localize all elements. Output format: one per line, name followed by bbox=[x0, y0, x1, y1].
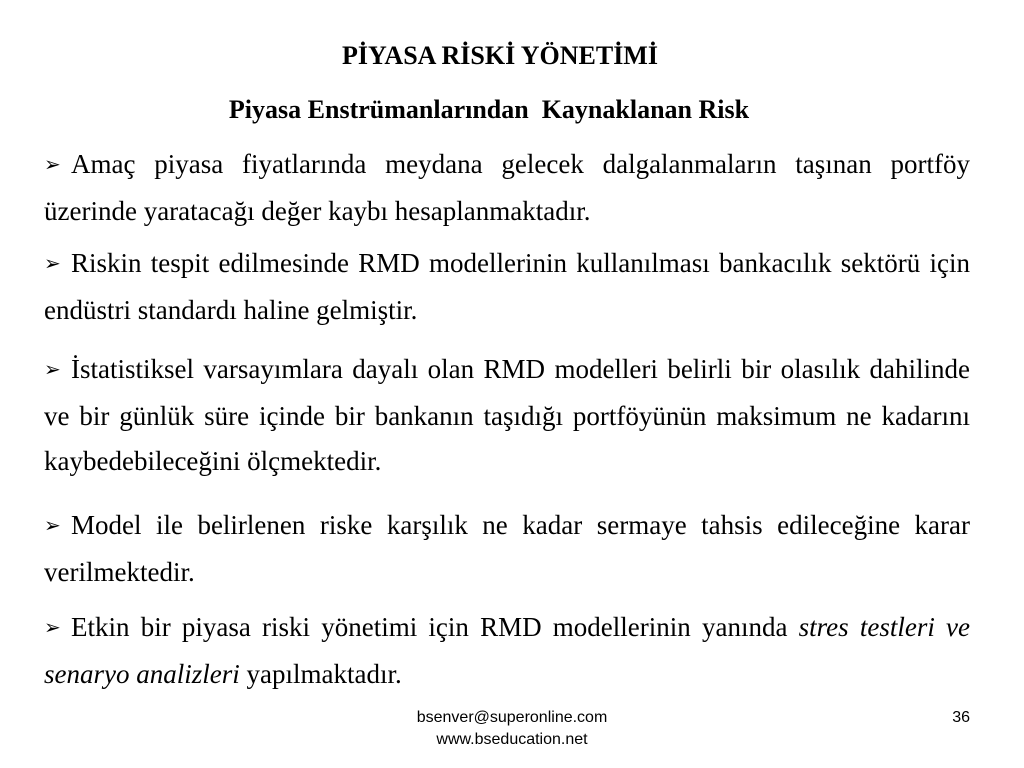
arrow-bullet-icon: ➢ bbox=[44, 152, 61, 176]
bullet-text: Model ile belirlenen riske karşılık ne kadar sermaye tahsis edileceğine karar verilmektedir. bbox=[44, 510, 970, 587]
footer-website: www.bseducation.net bbox=[436, 731, 588, 748]
arrow-bullet-icon: ➢ bbox=[44, 251, 61, 275]
footer-email: bsenver@superonline.com bbox=[416, 709, 608, 726]
bullet-item bbox=[44, 503, 970, 595]
bullet-item bbox=[44, 241, 970, 333]
arrow-bullet-icon: ➢ bbox=[44, 357, 61, 381]
footer-contact bbox=[362, 707, 662, 751]
arrow-bullet-icon: ➢ bbox=[44, 615, 61, 639]
bullet-item bbox=[44, 605, 970, 697]
bullet-text: Amaç piyasa fiyatlarında meydana gelecek dalgalanmaların taşınan portföy üzerinde yaratacağı değer kaybı hesaplanmaktadır. bbox=[44, 149, 970, 226]
slide-title: PİYASA RİSKİ YÖNETİMİ bbox=[342, 41, 658, 70]
bullet-text: Riskin tespit edilmesinde RMD modellerinin kullanılması bankacılık sektörü için endüstri standardı haline gelmiştir. bbox=[44, 248, 970, 325]
bullet-item bbox=[44, 142, 970, 234]
bullet-text-end: yapılmaktadır. bbox=[239, 659, 402, 689]
bullet-text: İstatistiksel varsayımlara dayalı olan RMD modelleri belirli bir olasılık dahilinde ve bir günlük süre içinde bir bankanın taşıdığı portföyünün maksimum ne kadarını kaybedebileceğini ölçmektedir. bbox=[44, 354, 970, 476]
arrow-bullet-icon: ➢ bbox=[44, 513, 61, 537]
page-number: 36 bbox=[952, 709, 970, 726]
bullet-item bbox=[44, 347, 970, 484]
slide-subtitle: Piyasa Enstrümanlarından Kaynaklanan Risk bbox=[228, 95, 750, 124]
bullet-text: Etkin bir piyasa riski yönetimi için RMD modellerinin yanında bbox=[71, 612, 799, 642]
bullet-text-italic: stres testleri ve senaryo analizleri bbox=[44, 612, 970, 689]
